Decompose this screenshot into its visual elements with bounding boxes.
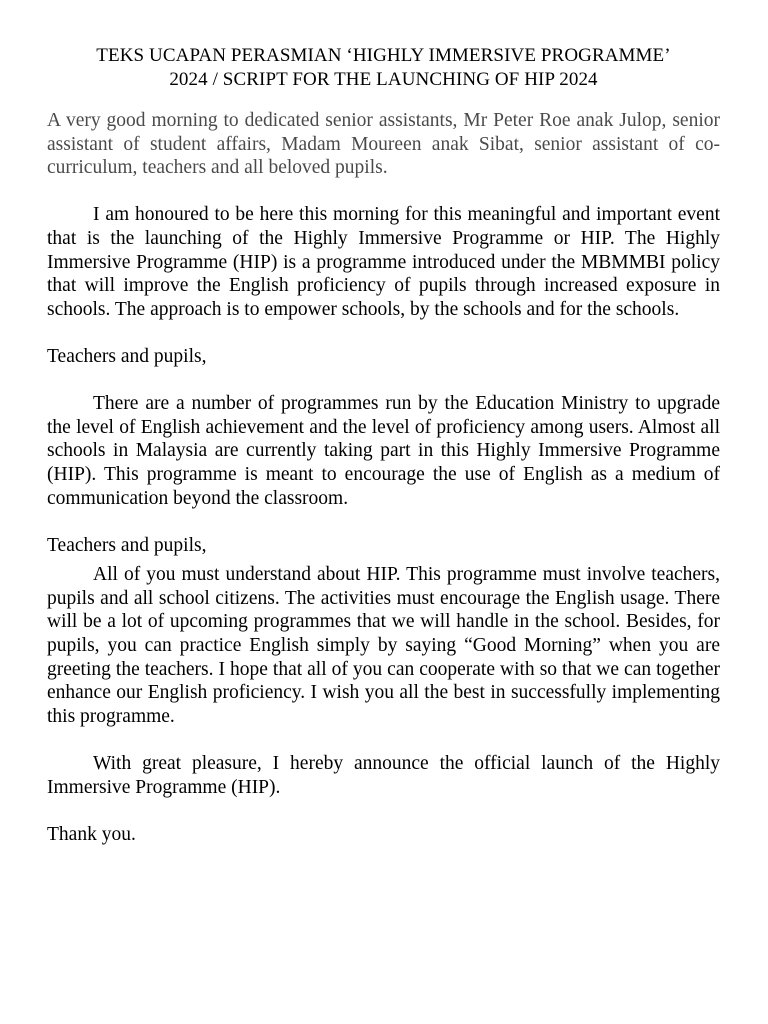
body-paragraph-1: I am honoured to be here this morning for this meaningful and important event that is the launching of the Highly Immersive Programme or HIP. The Highly Immersive Programme (HIP) is a programme introduced under the MBMMBI policy that will improve the English proficiency of pupils through increased exposure in schools. The approach is to empower schools, by the schools and for the schools.: [47, 204, 720, 320]
title-line-1: TEKS UCAPAN PERASMIAN ‘HIGHLY IMMERSIVE PROGRAMME’: [96, 45, 671, 66]
body-paragraph-2: There are a number of programmes run by the Education Ministry to upgrade the level of English achievement and the level of proficiency among users. Almost all schools in Malaysia are currently taking part in this Highly Immersive Programme (HIP). This programme is meant to encourage the use of English as a medium of communication beyond the classroom.: [47, 393, 720, 509]
body-paragraph-4: With great pleasure, I hereby announce the official launch of the Highly Immersive Programme (HIP).: [47, 753, 720, 798]
closing-line: Thank you.: [47, 823, 136, 845]
salutation-1: Teachers and pupils,: [47, 345, 207, 367]
document-title: [47, 44, 720, 92]
document-page: [47, 44, 720, 846]
title-line-2: 2024 / SCRIPT FOR THE LAUNCHING OF HIP 2024: [169, 69, 598, 90]
body-paragraph-3: All of you must understand about HIP. This programme must involve teachers, pupils and all school citizens. The activities must encourage the English usage. There will be a lot of upcoming programmes that we will handle in the school. Besides, for pupils, you can practice English simply by saying “Good Morning” when you are greeting the teachers. I hope that all of you can cooperate with so that we can together enhance our English proficiency. I wish you all the best in successfully implementing this programme.: [47, 564, 720, 727]
salutation-2: Teachers and pupils,: [47, 534, 207, 556]
greeting-paragraph: A very good morning to dedicated senior assistants, Mr Peter Roe anak Julop, senior assistant of student affairs, Madam Moureen anak Sibat, senior assistant of co-curriculum, teachers and all beloved pupils.: [47, 110, 720, 179]
